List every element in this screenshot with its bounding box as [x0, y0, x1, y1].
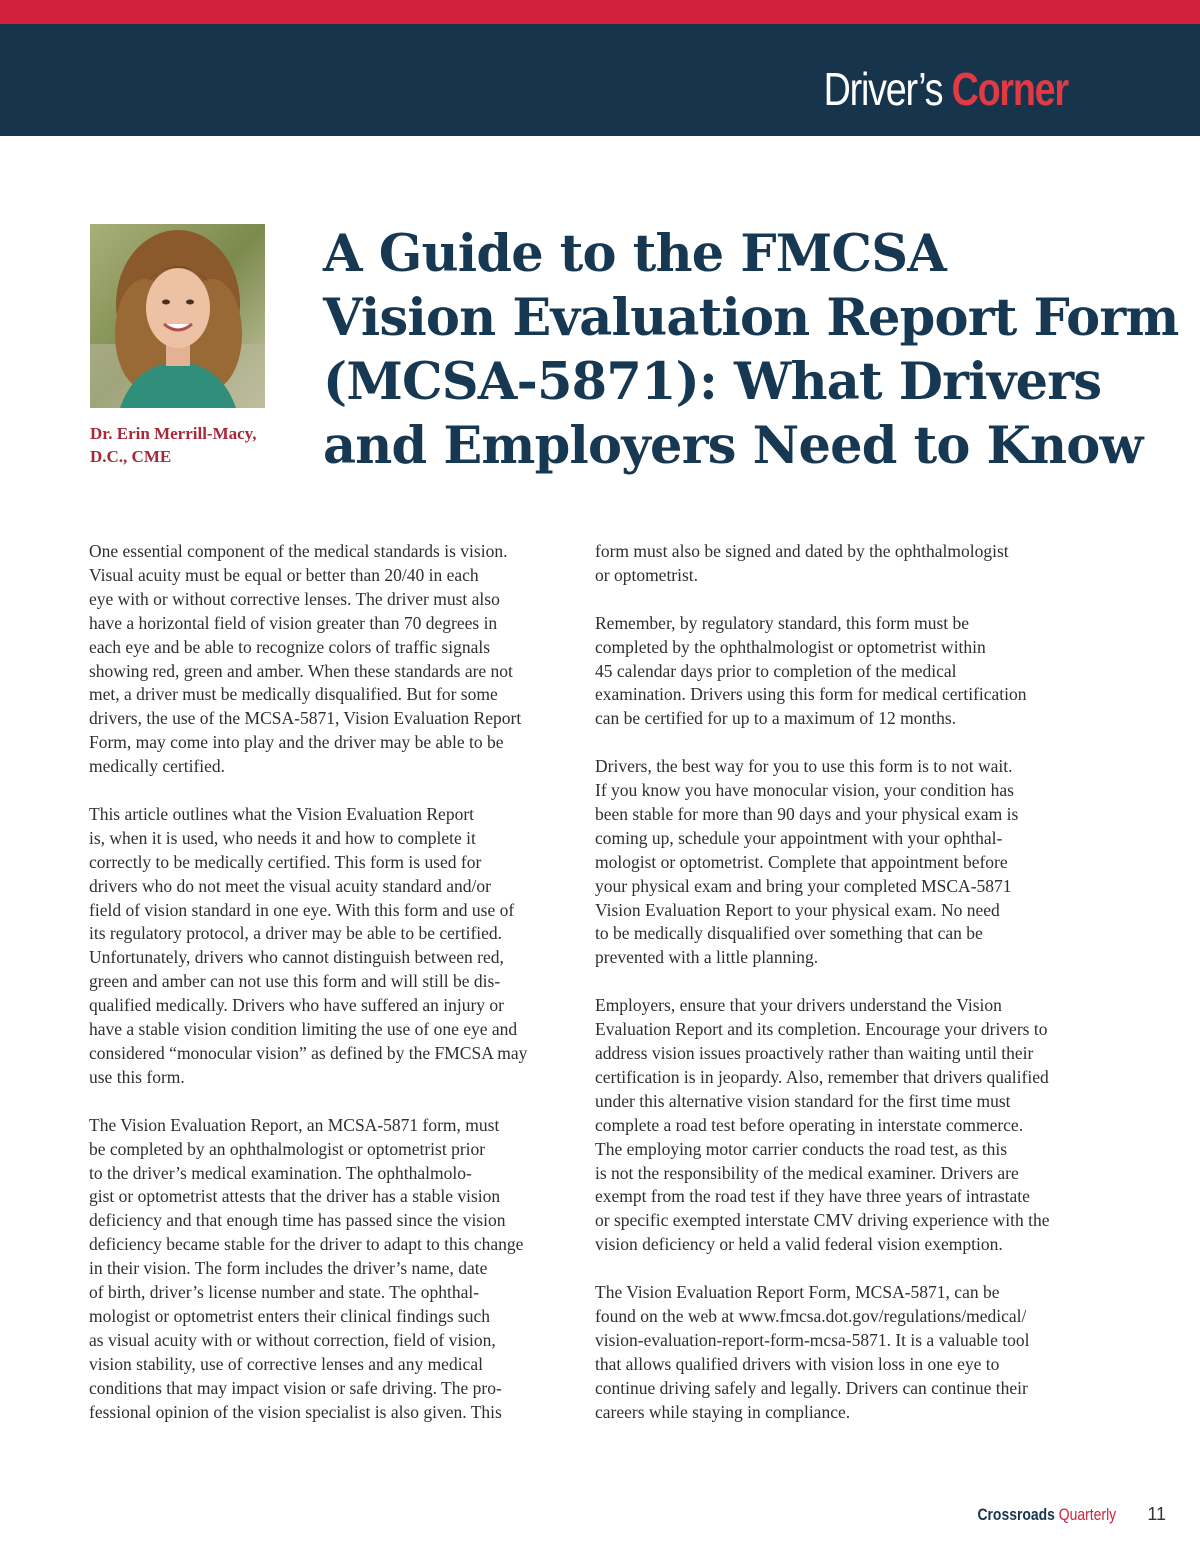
paragraph-line: been stable for more than 90 days and your physical exam is — [595, 803, 1019, 824]
paragraph-line: its regulatory protocol, a driver may be able to be certified. — [89, 923, 503, 944]
body-paragraph — [89, 1114, 573, 1425]
paragraph-line: coming up, schedule your appointment with your ophthal- — [595, 827, 1003, 848]
paragraph-line: green and amber can not use this form and will still be dis- — [89, 971, 501, 992]
paragraph-line: vision stability, use of corrective lenses and any medical — [89, 1353, 483, 1374]
publication-name — [977, 1504, 1116, 1526]
paragraph-line: considered “monocular vision” as defined by the FMCSA may — [89, 1043, 528, 1064]
author-name-line2: D.C., CME — [90, 447, 172, 466]
paragraph-line: to be medically disqualified over something that can be — [595, 923, 983, 944]
body-paragraph — [595, 994, 1085, 1257]
paragraph-line: Employers, ensure that your drivers understand the Vision — [595, 995, 1002, 1016]
paragraph-line: met, a driver must be medically disqualified. But for some — [89, 684, 498, 705]
paragraph-line: address vision issues proactively rather than waiting until their — [595, 1042, 1034, 1063]
paragraph-line: conditions that may impact vision or safe driving. The pro- — [89, 1377, 502, 1398]
paragraph-line: form must also be signed and dated by the ophthalmologist — [595, 541, 1009, 561]
page-number: 11 — [1147, 1504, 1166, 1524]
author-photo — [90, 224, 265, 408]
paragraph-line: eye with or without corrective lenses. The driver must also — [89, 588, 500, 609]
paragraph-line: can be certified for up to a maximum of 12 months. — [595, 708, 957, 729]
paragraph-line: medically certified. — [89, 756, 226, 777]
paragraph-line: Unfortunately, drivers who cannot distinguish between red, — [89, 947, 504, 968]
paragraph-line: Vision Evaluation Report to your physical exam. No need — [595, 899, 1000, 920]
body-paragraph — [595, 755, 1085, 970]
paragraph-line: mologist or optometrist. Complete that appointment before — [595, 851, 1008, 872]
paragraph-line: have a stable vision condition limiting the use of one eye and — [89, 1019, 518, 1040]
paragraph-line: The Vision Evaluation Report, an MCSA-5871 form, must — [89, 1114, 500, 1135]
section-title-word1: Driver’s — [823, 63, 943, 115]
headline-line: A Guide to the FMCSA — [323, 224, 947, 284]
body-paragraph — [595, 540, 1085, 588]
headline-line: Vision Evaluation Report Form — [323, 288, 1179, 348]
paragraph-line: completed by the ophthalmologist or optometrist within — [595, 636, 986, 657]
paragraph-line: use this form. — [89, 1066, 185, 1087]
author-name-line1: Dr. Erin Merrill-Macy, — [90, 424, 257, 443]
paragraph-line: drivers who do not meet the visual acuity standard and/or — [89, 875, 491, 896]
paragraph-line: under this alternative vision standard for the first time must — [595, 1090, 1011, 1111]
paragraph-line: gist or optometrist attests that the driver has a stable vision — [89, 1186, 501, 1207]
paragraph-line: The employing motor carrier conducts the road test, as this — [595, 1138, 1008, 1159]
paragraph-line: be completed by an ophthalmologist or optometrist prior — [89, 1138, 486, 1159]
paragraph-line: to the driver’s medical examination. The ophthalmolo- — [89, 1162, 472, 1183]
paragraph-line: examination. Drivers using this form for medical certification — [595, 684, 1027, 705]
headline-line: and Employers Need to Know — [323, 416, 1143, 476]
paragraph-line: 45 calendar days prior to completion of the medical — [595, 660, 957, 681]
paragraph-line: exempt from the road test if they have three years of intrastate — [595, 1186, 1030, 1207]
paragraph-line: mologist or optometrist enters their clinical findings such — [89, 1305, 490, 1326]
paragraph-line: If you know you have monocular vision, your condition has — [595, 780, 1014, 801]
paragraph-line: Form, may come into play and the driver may be able to be — [89, 732, 504, 753]
paragraph-line: or optometrist. — [595, 564, 699, 585]
paragraph-line: prevented with a little planning. — [595, 947, 819, 968]
paragraph-line: have a horizontal field of vision greater than 70 degrees in — [89, 612, 498, 633]
paragraph-line: One essential component of the medical standards is vision. — [89, 541, 508, 561]
paragraph-line: of birth, driver’s license number and state. The ophthal- — [89, 1282, 480, 1303]
publication-name-word2: Quarterly — [1058, 1505, 1116, 1524]
body-paragraph — [595, 1281, 1085, 1424]
paragraph-line: careers while staying in compliance. — [595, 1401, 851, 1422]
publication-name-word1: Crossroads — [977, 1505, 1055, 1524]
paragraph-line: fessional opinion of the vision specialist is also given. This — [89, 1401, 502, 1422]
paragraph-line: or specific exempted interstate CMV driving experience with the — [595, 1210, 1050, 1231]
paragraph-line: Drivers, the best way for you to use this form is to not wait. — [595, 756, 1013, 777]
paragraph-line: in their vision. The form includes the driver’s name, date — [89, 1258, 488, 1279]
paragraph-line: The Vision Evaluation Report Form, MCSA-5871, can be — [595, 1282, 1000, 1303]
left-body-column — [89, 540, 573, 1448]
paragraph-line: found on the web at www.fmcsa.dot.gov/regulations/medical/ — [595, 1305, 1027, 1326]
paragraph-line: drivers, the use of the MCSA-5871, Vision Evaluation Report — [89, 708, 522, 729]
paragraph-line: This article outlines what the Vision Evaluation Report — [89, 803, 475, 824]
paragraph-line: your physical exam and bring your completed MSCA-5871 — [595, 875, 1012, 896]
paragraph-line: is, when it is used, who needs it and how to complete it — [89, 827, 476, 848]
paragraph-line: complete a road test before operating in interstate commerce. — [595, 1114, 1024, 1135]
body-paragraph — [89, 803, 573, 1090]
article-headline — [323, 222, 1179, 478]
paragraph-line: Remember, by regulatory standard, this form must be — [595, 612, 970, 633]
paragraph-line: correctly to be medically certified. This form is used for — [89, 851, 482, 872]
paragraph-line: each eye and be able to recognize colors of traffic signals — [89, 636, 491, 657]
paragraph-line: certification is in jeopardy. Also, remember that drivers qualified — [595, 1066, 1049, 1087]
paragraph-line: field of vision standard in one eye. With this form and use of — [89, 899, 515, 920]
paragraph-line: that allows qualified drivers with vision loss in one eye to — [595, 1353, 1000, 1374]
paragraph-line: deficiency and that enough time has passed since the vision — [89, 1210, 506, 1231]
paragraph-line: vision deficiency or held a valid federal vision exemption. — [595, 1234, 1003, 1255]
paragraph-line: as visual acuity with or without correction, field of vision, — [89, 1329, 496, 1350]
paragraph-line: deficiency became stable for the driver to adapt to this change — [89, 1234, 524, 1255]
headline-line: (MCSA-5871): What Drivers — [323, 352, 1102, 412]
body-paragraph — [595, 612, 1085, 732]
paragraph-line: vision-evaluation-report-form-mcsa-5871. It is a valuable tool — [595, 1329, 1030, 1350]
paragraph-line: is not the responsibility of the medical examiner. Drivers are — [595, 1162, 1019, 1183]
paragraph-line: qualified medically. Drivers who have suffered an injury or — [89, 995, 505, 1016]
paragraph-line: showing red, green and amber. When these standards are not — [89, 660, 513, 681]
right-body-column — [595, 540, 1085, 1448]
section-title — [824, 62, 1068, 116]
section-title-word2: Corner — [951, 63, 1068, 115]
paragraph-line: Evaluation Report and its completion. Encourage your drivers to — [595, 1019, 1048, 1040]
author-byline — [90, 422, 280, 468]
body-paragraph — [89, 540, 573, 779]
top-accent-strip — [0, 0, 1200, 24]
paragraph-line: Visual acuity must be equal or better than 20/40 in each — [89, 564, 479, 585]
author-portrait-illustration — [90, 224, 265, 408]
paragraph-line: continue driving safely and legally. Drivers can continue their — [595, 1377, 1028, 1398]
